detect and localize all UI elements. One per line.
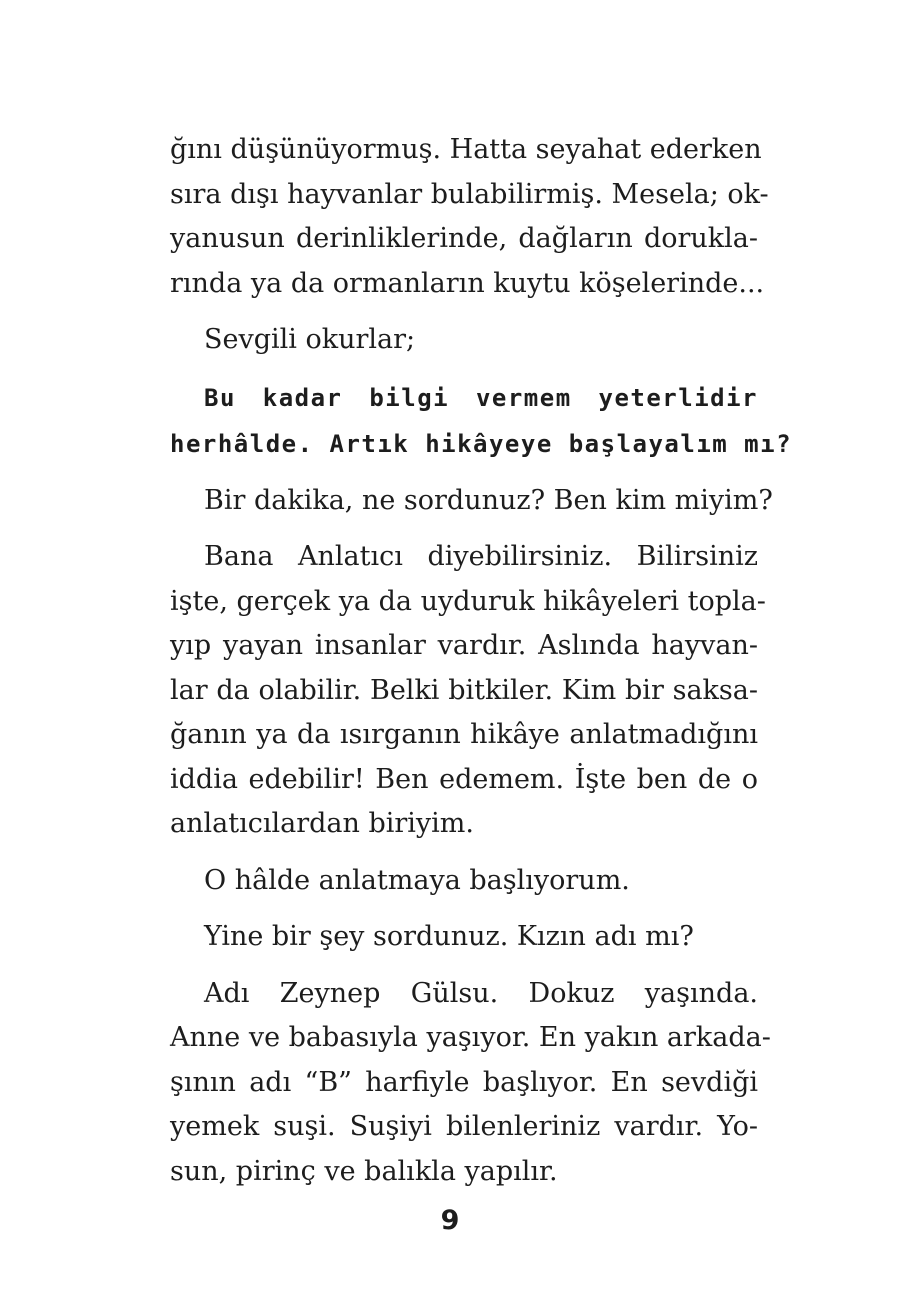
text-line: Bu kadar bilgi vermem yeterlidir bbox=[204, 383, 758, 412]
handwritten-paragraph bbox=[170, 375, 793, 467]
text-line: sıra dışı hayvanlar bulabilirmiş. Mesela; ok- bbox=[170, 178, 769, 210]
text-line: sun, pirinç ve balıkla yapılır. bbox=[170, 1155, 558, 1187]
text-line: Yine bir şey sordunuz. Kızın adı mı? bbox=[204, 921, 694, 952]
text-line: Anne ve babasıyla yaşıyor. En yakın arkada- bbox=[170, 1022, 771, 1053]
paragraph bbox=[170, 128, 769, 306]
text-line: yemek suşi. Suşiyi bilenleriniz vardır. Yo- bbox=[170, 1111, 758, 1142]
paragraph bbox=[170, 479, 773, 524]
text-line: şının adı “B” harfiyle başlıyor. En sevdiği bbox=[170, 1066, 758, 1098]
paragraph-gap bbox=[170, 960, 758, 972]
page-number: 9 bbox=[440, 1205, 460, 1236]
paragraph bbox=[170, 535, 766, 847]
text-line: Bana Anlatıcı diyebilirsiniz. Bilirsiniz bbox=[204, 541, 758, 572]
text-line: herhâlde. Artık hikâyeye başlayalım mı? bbox=[170, 429, 793, 458]
text-line: anlatıcılardan biriyim. bbox=[170, 808, 474, 839]
paragraph-gap bbox=[170, 847, 758, 859]
paragraph bbox=[170, 972, 771, 1195]
text-line: ğını düşünüyormuş. Hatta seyahat ederken bbox=[170, 134, 762, 165]
paragraph bbox=[170, 859, 758, 904]
paragraph-gap bbox=[170, 363, 758, 375]
text-line: Adı Zeynep Gülsu. Dokuz yaşında. bbox=[204, 977, 758, 1009]
text-line: lar da olabilir. Belki bitkiler. Kim bir saksa- bbox=[170, 674, 758, 706]
text-line: Bir dakika, ne sordunuz? Ben kim miyim? bbox=[204, 484, 773, 516]
text-line: işte, gerçek ya da uyduruk hikâyeleri topla- bbox=[170, 585, 766, 617]
text-line: yıp yayan insanlar vardır. Aslında hayvan- bbox=[170, 630, 758, 661]
paragraph-gap bbox=[170, 467, 758, 479]
text-line: iddia edebilir! Ben edemem. İşte ben de o bbox=[170, 763, 758, 795]
text-line: ğanın ya da ısırganın hikâye anlatmadığını bbox=[170, 719, 758, 750]
text-line: yanusun derinliklerinde, dağların dorukla- bbox=[170, 223, 758, 254]
paragraph-gap bbox=[170, 523, 758, 535]
paragraph-gap bbox=[170, 903, 758, 915]
paragraph bbox=[170, 318, 758, 363]
text-line: rında ya da ormanların kuytu köşelerinde... bbox=[170, 267, 765, 299]
paragraph bbox=[170, 915, 758, 960]
text-line: O hâlde anlatmaya başlıyorum. bbox=[204, 864, 630, 896]
page-body-text bbox=[170, 128, 793, 1194]
text-line: Sevgili okurlar; bbox=[204, 324, 416, 355]
paragraph-gap bbox=[170, 306, 758, 318]
